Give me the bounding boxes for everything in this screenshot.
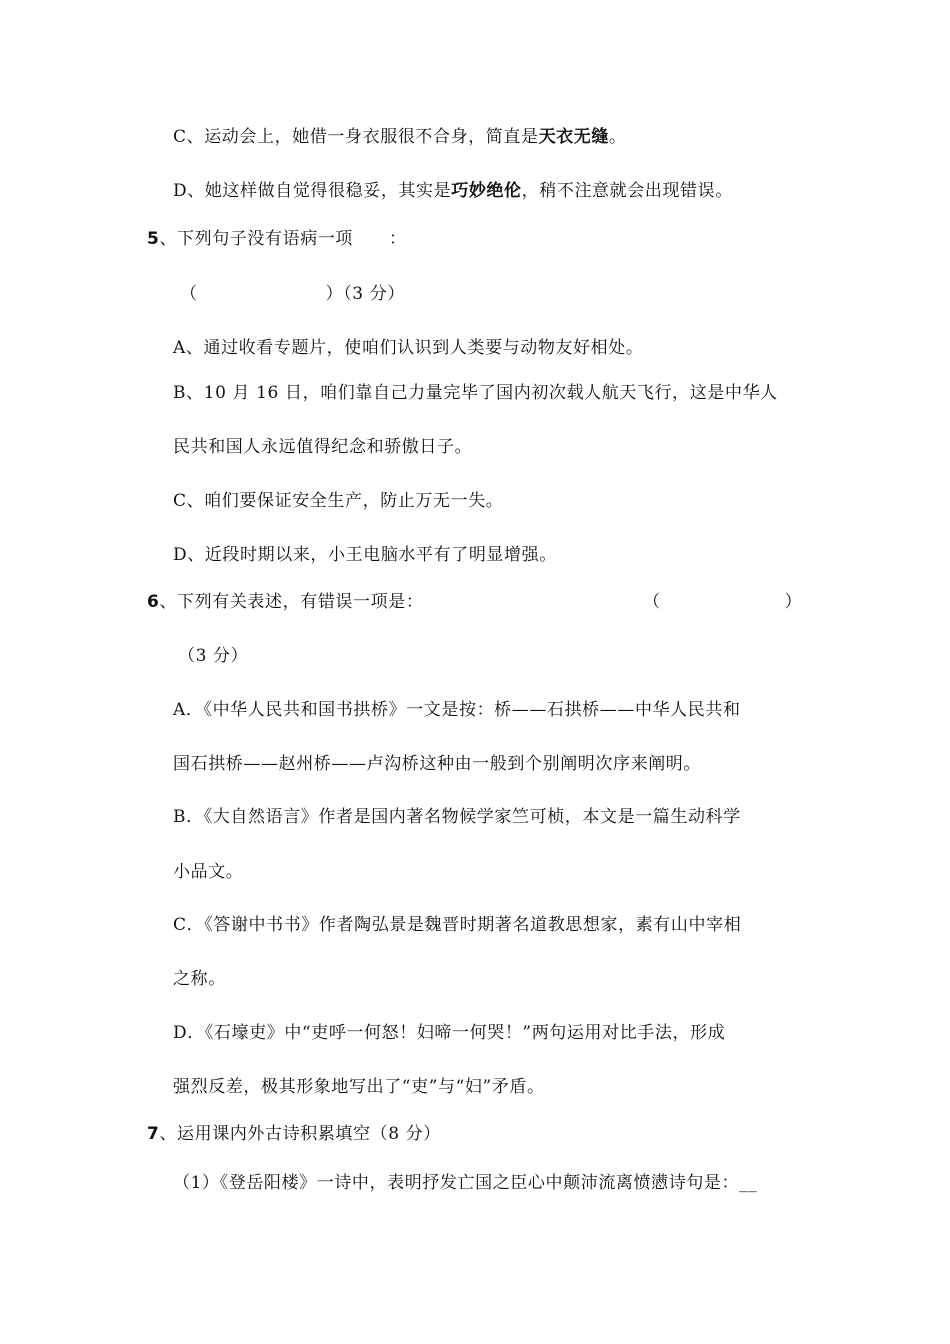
q6-option-b-line1: B．《大自然语言》作者是国内著名物候学家竺可桢，本文是一篇生动科学 <box>173 807 741 827</box>
q5-option-c: C、咱们要保证安全生产，防止万无一失。 <box>173 491 504 511</box>
q6-option-a-line1: A．《中华人民共和国书拱桥》一文是按：桥——石拱桥——中华人民共和 <box>173 700 741 720</box>
q6-option-b-line2: 小品文。 <box>173 862 244 882</box>
q6-stem-text: 、下列有关表述，有错误一项是： <box>159 592 424 612</box>
q4-option-c <box>173 125 627 149</box>
q6-paren-close: ） <box>784 592 803 612</box>
q6-paren-open: （ <box>643 592 661 612</box>
q5-stem-colon: ： <box>389 229 407 249</box>
q4-option-c-end: 。 <box>609 127 627 147</box>
q6-number: 6 <box>147 592 160 612</box>
q7-item-1: （1）《登岳阳楼》一诗中，表明抒发亡国之臣心中颠沛流离愤懑诗句是：__ <box>173 1173 758 1193</box>
q5-option-d: D、近段时期以来，小王电脑水平有了明显增强。 <box>173 545 557 565</box>
q4-option-d-bold-idiom: 巧妙绝伦 <box>451 181 522 201</box>
q6-answer-blank <box>643 590 802 614</box>
q5-option-a: A、通过收看专题片，使咱们认识到人类要与动物友好相处。 <box>173 338 644 358</box>
q5-stem <box>147 227 407 251</box>
q6-option-a-line2: 国石拱桥——赵州桥——卢沟桥这种由一般到个别阐明次序来阐明。 <box>173 754 701 774</box>
q4-option-d-end: ，稍不注意就会出现错误。 <box>521 181 733 201</box>
q6-option-c-line1: C．《答谢中书书》作者陶弘景是魏晋时期著名道教思想家，素有山中宰相 <box>173 915 742 935</box>
q6-option-d-line1: D．《石壕吏》中“吏呼一何怒！妇啼一何哭！”两句运用对比手法，形成 <box>173 1023 726 1043</box>
q4-option-d-text: D、她这样做自觉得很稳妥，其实是 <box>173 181 452 201</box>
q5-stem-text: 、下列句子没有语病一项 <box>159 229 354 249</box>
q5-option-b-line2: 民共和国人永远值得纪念和骄傲日子。 <box>173 437 473 457</box>
q6-stem <box>147 590 423 614</box>
q5-option-b-line1: B、10 月 16 日，咱们靠自己力量完毕了国内初次载人航天飞行，这是中华人 <box>173 383 778 403</box>
q7-stem <box>147 1122 441 1146</box>
q6-option-c-line2: 之称。 <box>173 969 226 989</box>
q7-number: 7 <box>147 1124 160 1144</box>
q5-paren-close-score: ）（3 分） <box>325 284 405 304</box>
q5-paren-open: （ <box>180 284 198 304</box>
q6-option-d-line2: 强烈反差，极其形象地写出了“吏”与“妇”矛盾。 <box>173 1077 545 1097</box>
q5-answer-blank <box>180 282 405 306</box>
q4-option-c-bold-idiom: 天衣无缝 <box>538 127 610 147</box>
q5-number: 5 <box>147 229 160 249</box>
q4-option-d <box>173 179 733 203</box>
q7-stem-text: 、运用课内外古诗积累填空（8 分） <box>159 1124 441 1144</box>
q6-score: （3 分） <box>178 646 249 666</box>
q4-option-c-text: C、运动会上，她借一身衣服很不合身，简直是 <box>173 127 539 147</box>
